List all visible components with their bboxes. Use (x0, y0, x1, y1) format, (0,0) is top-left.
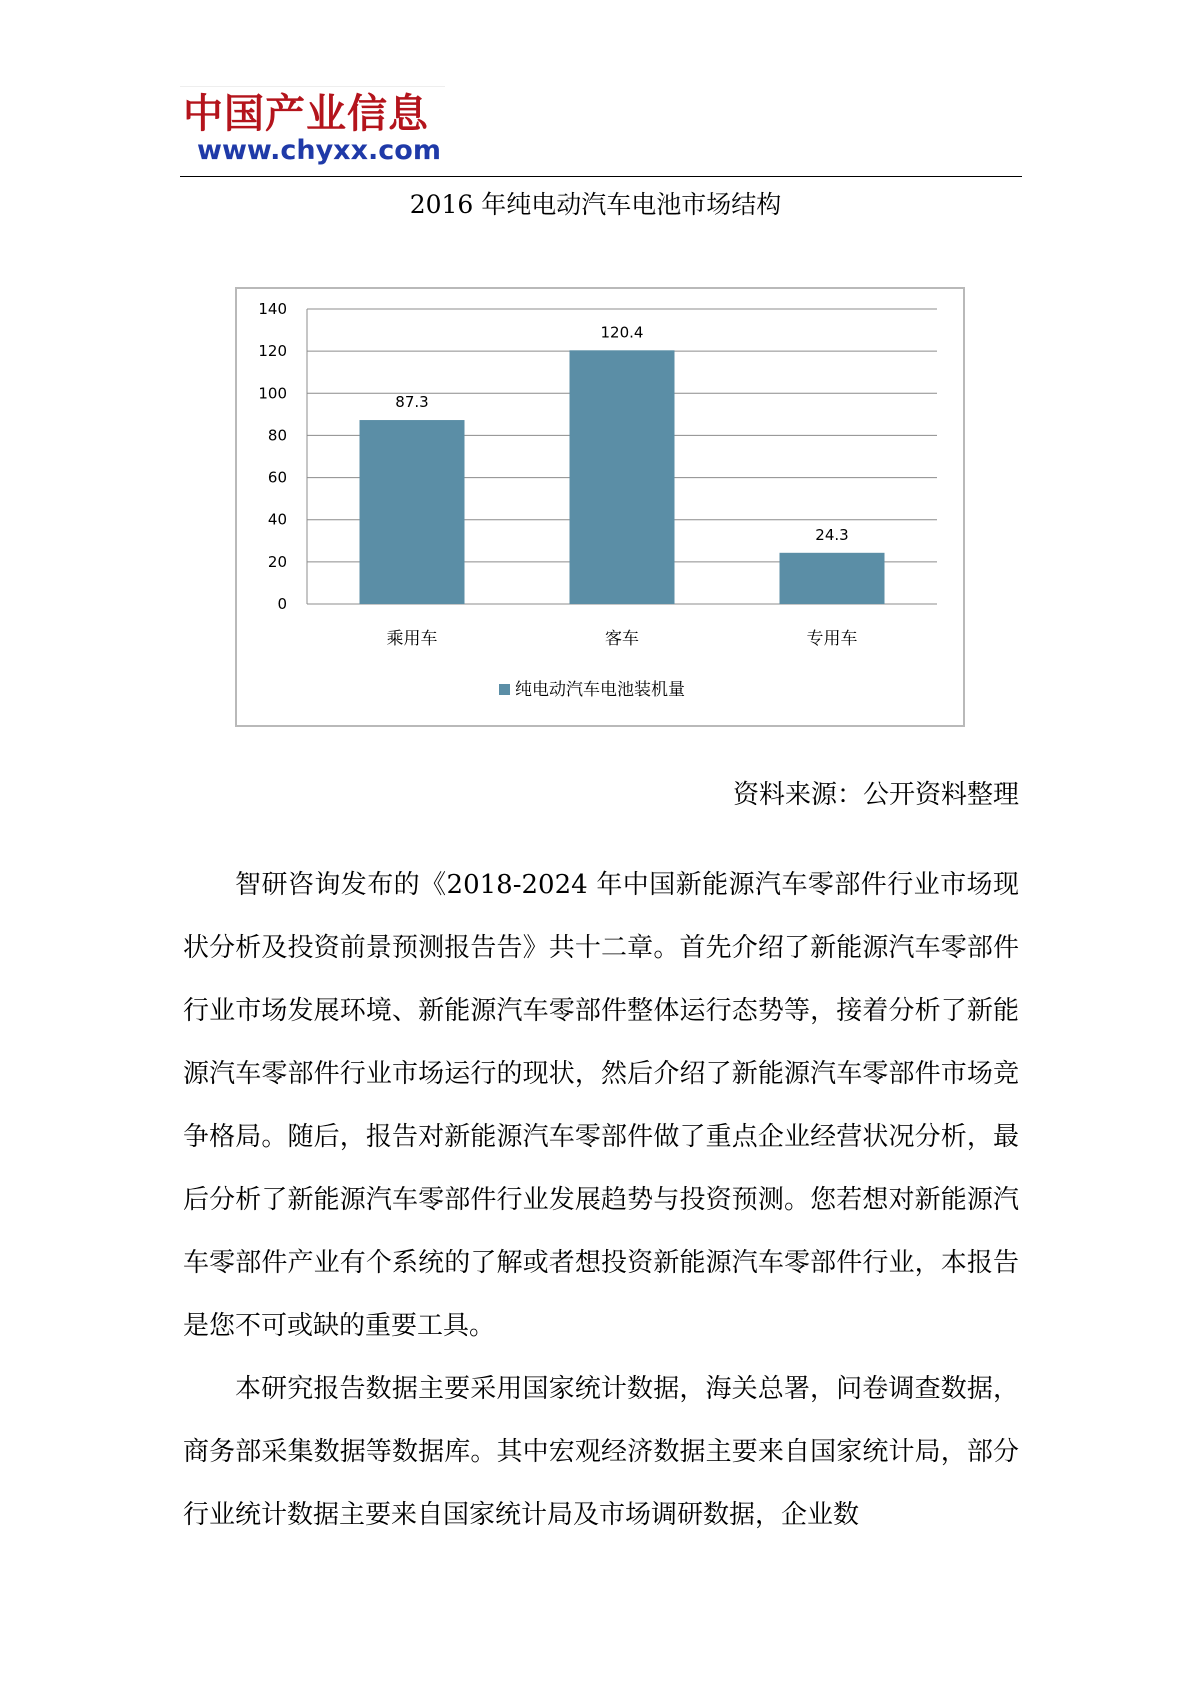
legend-label: 纯电动汽车电池装机量 (515, 680, 685, 700)
x-tick-label: 客车 (605, 629, 639, 649)
logo-url: www.chyxx.com (197, 135, 441, 166)
site-logo[interactable] (183, 90, 453, 170)
body-paragraph-2: 本研究报告数据主要采用国家统计数据，海关总署，问卷调查数据，商务部采集数据等数据库。其中宏观经济数据主要来自国家统计局，部分行业统计数据主要来自国家统计局及市场调研数据，企业数 (183, 1374, 1019, 1530)
logo-name: 中国产业信息 (183, 91, 429, 137)
chart-frame (235, 287, 965, 727)
y-tick-label: 0 (277, 595, 287, 613)
y-tick-label: 140 (258, 300, 287, 318)
y-tick-label: 80 (267, 426, 287, 445)
legend-swatch (499, 684, 510, 695)
header-divider (180, 176, 1022, 177)
chart-title: 2016 年纯电动汽车电池市场结构 (409, 190, 782, 219)
x-tick-label: 乘用车 (386, 629, 438, 649)
data-label: 24.3 (815, 525, 849, 544)
y-tick-label: 100 (258, 384, 287, 403)
x-tick-label: 专用车 (806, 629, 858, 649)
y-tick-label: 20 (267, 552, 287, 571)
source-note: 资料来源：公开资料整理 (732, 780, 1019, 810)
y-tick-label: 60 (267, 468, 287, 487)
y-tick-label: 120 (258, 342, 287, 361)
bar-2 (570, 350, 675, 604)
bar-1 (360, 420, 465, 604)
body-paragraph-1: 智研咨询发布的《2018-2024 年中国新能源汽车零部件行业市场现状分析及投资前景预测报告告》共十二章。首先介绍了新能源汽车零部件行业市场发展环境、新能源汽车零部件整体运行态势等，接着分析了新能源汽车零部件行业市场运行的现状，然后介绍了新能源汽车零部件市场竞争格局。随后，报告对新能源汽车零部件做了重点企业经营状况分析，最后分析了新能源汽车零部件行业发展趋势与投资预测。您若想对新能源汽车零部件产业有个系统的了解或者想投资新能源汽车零部件行业，本报告是您不可或缺的重要工具。 (183, 870, 1019, 1341)
logo-top-rule (180, 86, 445, 87)
bar-3 (780, 553, 885, 604)
bar-chart (237, 289, 963, 725)
y-tick-label: 40 (267, 510, 287, 529)
data-label: 87.3 (395, 393, 429, 412)
data-label: 120.4 (600, 323, 644, 342)
